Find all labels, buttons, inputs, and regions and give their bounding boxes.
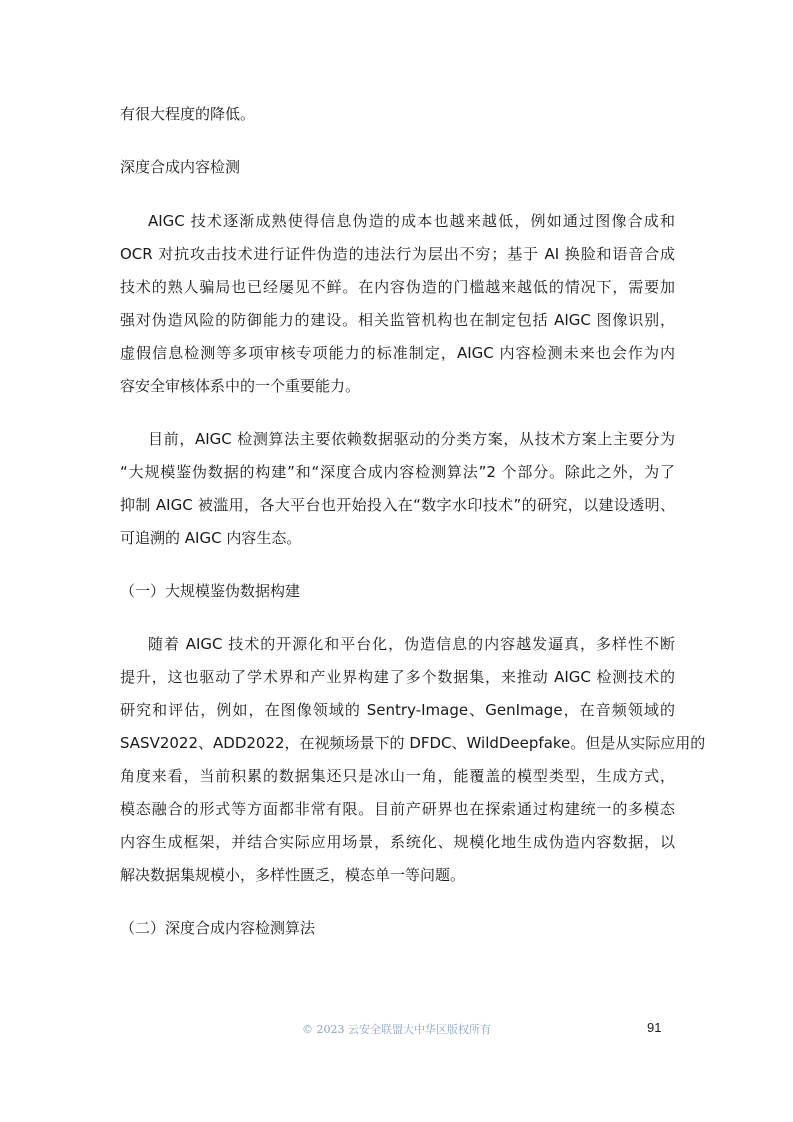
paragraph-line: 虚假信息检测等多项审核专项能力的标准制定，AIGC 内容检测未来也会作为内 [120,344,675,362]
paragraph-line: SASV2022、ADD2022，在视频场景下的 DFDC、WildDeepfake。但是从实际应用的 [120,734,706,752]
paragraph-line: OCR 对抗攻击技术进行证件伪造的违法行为层出不穷；基于 AI 换脸和语音合成 [120,245,675,263]
paragraph-line: 容安全审核体系中的一个重要能力。 [120,377,361,395]
paragraph-tail: 有很大程度的降低。 [120,105,256,123]
paragraph-line: AIGC 技术逐渐成熟使得信息伪造的成本也越来越低，例如通过图像合成和 [148,212,675,230]
page-number: 91 [647,1020,662,1035]
paragraph-line: 模态融合的形式等方面都非常有限。目前产研界也在探索通过构建统一的多模态 [120,800,675,818]
paragraph-line: 角度来看，当前积累的数据集还只是冰山一角，能覆盖的模型类型，生成方式， [120,767,675,785]
paragraph-line: 抑制 AIGC 被滥用，各大平台也开始投入在“数字水印技术”的研究，以建设透明、 [120,496,675,514]
subsection-title-algorithm: （二）深度合成内容检测算法 [120,919,316,937]
paragraph-line: 目前，AIGC 检测算法主要依赖数据驱动的分类方案，从技术方案上主要分为 [148,430,675,448]
section-title-detection: 深度合成内容检测 [120,158,241,176]
subsection-title-dataset: （一）大规模鉴伪数据构建 [120,582,301,600]
footer-copyright: © 2023 云安全联盟大中华区版权所有 [302,1023,491,1036]
paragraph-line: “大规模鉴伪数据的构建”和“深度合成内容检测算法”2 个部分。除此之外，为了 [120,463,675,481]
paragraph-line: 解决数据集规模小，多样性匮乏，模态单一等问题。 [120,866,466,884]
paragraph-line: 随着 AIGC 技术的开源化和平台化，伪造信息的内容越发逼真，多样性不断 [148,635,675,653]
paragraph-line: 提升，这也驱动了学术界和产业界构建了多个数据集，来推动 AIGC 检测技术的 [120,668,675,686]
paragraph-line: 研究和评估，例如，在图像领域的 Sentry-Image、GenImage，在音频领域的 [120,701,675,719]
paragraph-line: 技术的熟人骗局也已经屡见不鲜。在内容伪造的门槛越来越低的情况下，需要加 [120,278,675,296]
paragraph-line: 可追溯的 AIGC 内容生态。 [120,529,302,547]
paragraph-line: 内容生成框架，并结合实际应用场景，系统化、规模化地生成伪造内容数据，以 [120,833,675,851]
paragraph-line: 强对伪造风险的防御能力的建设。相关监管机构也在制定包括 AIGC 图像识别， [120,311,675,329]
